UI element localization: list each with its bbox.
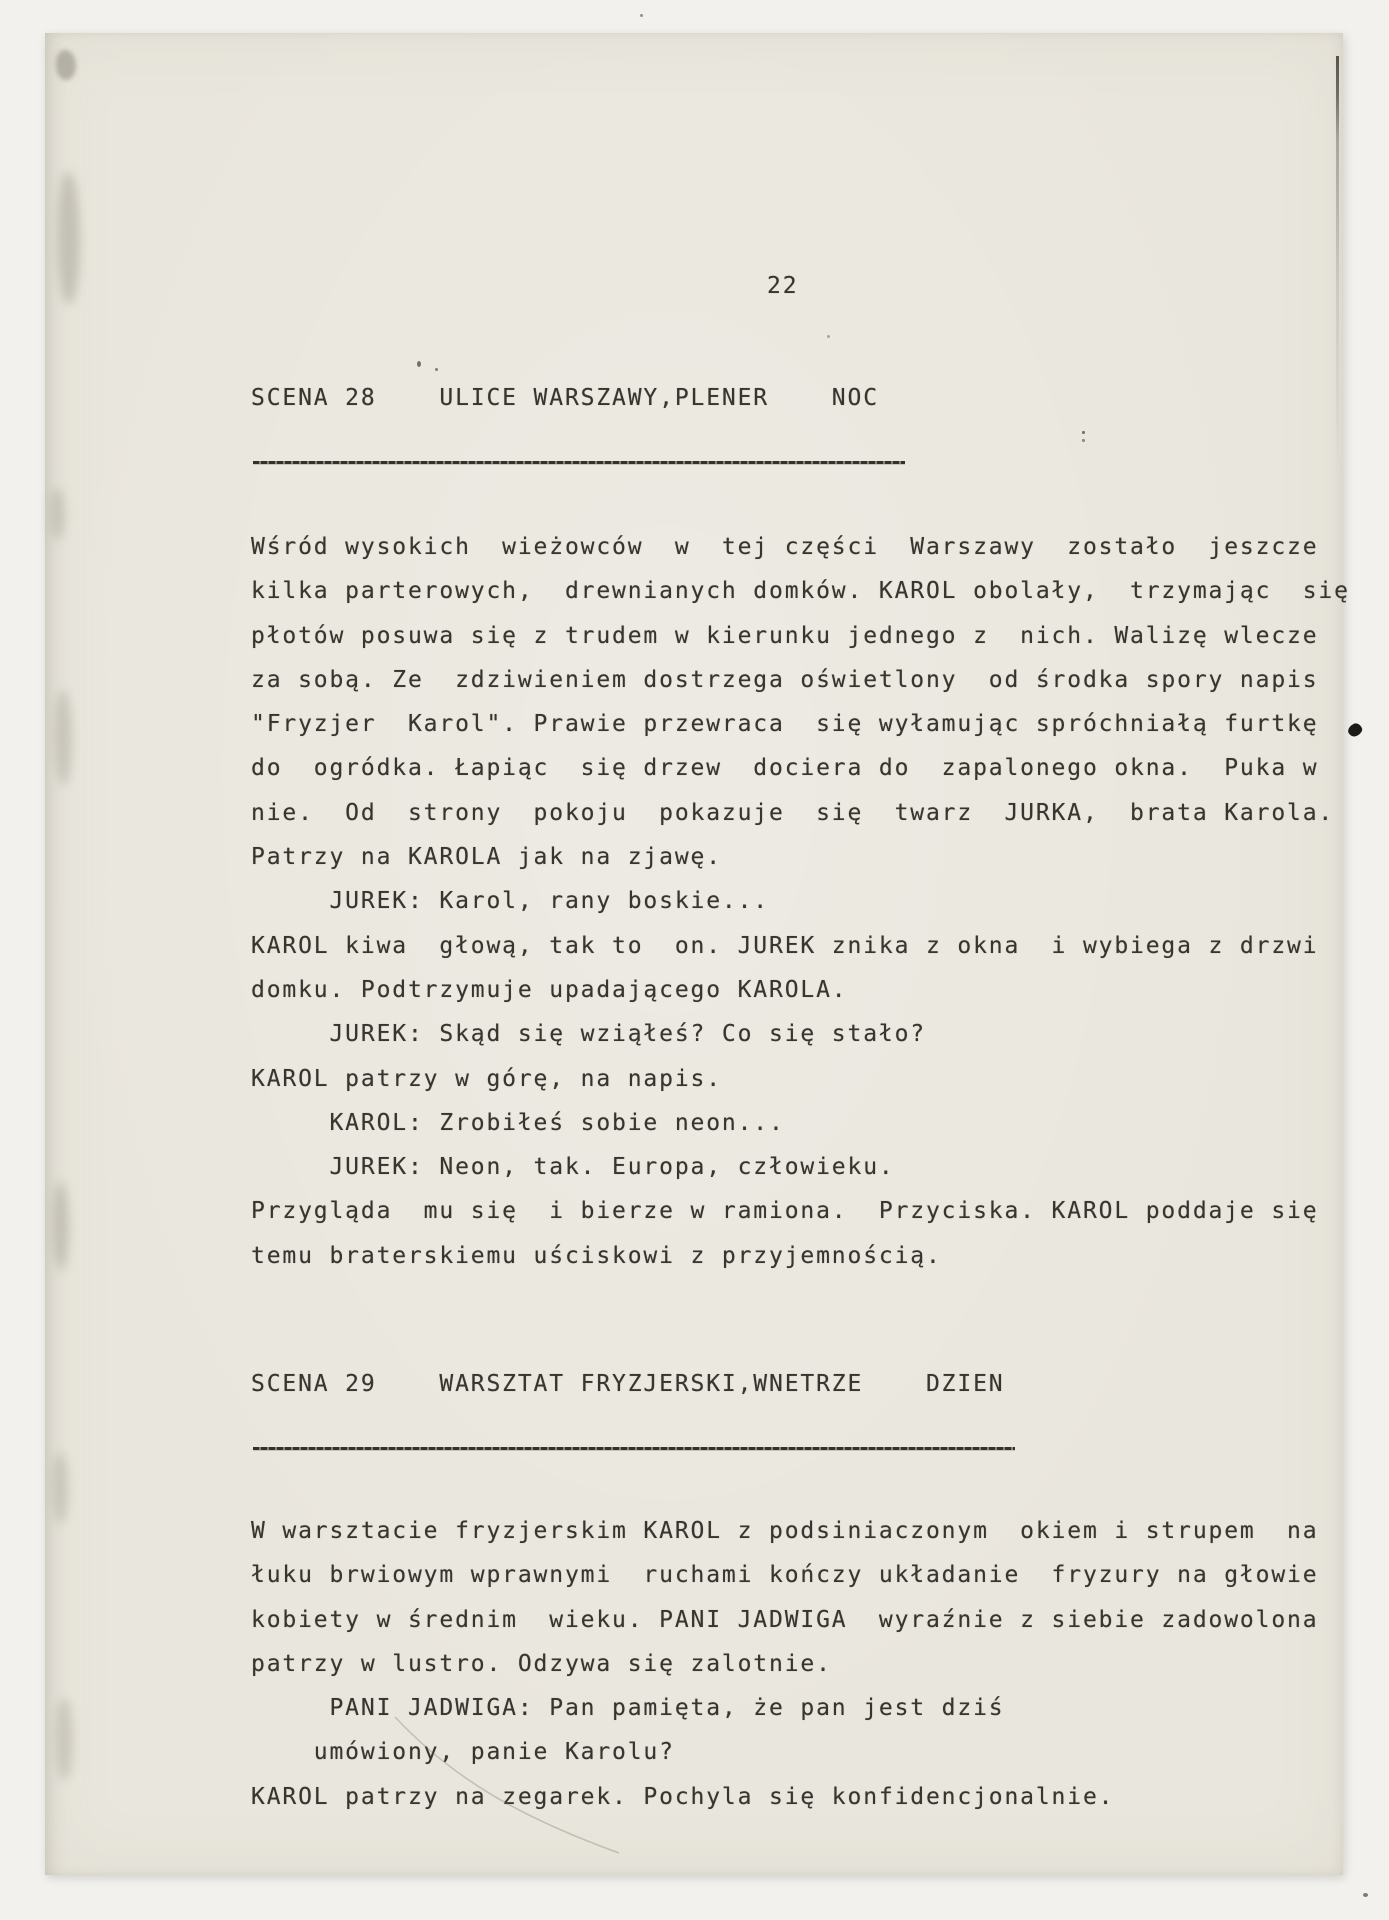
script-line: KAROL kiwa głową, tak to on. JUREK znika z okna i wybiega z drzwi — [251, 932, 1319, 959]
script-line: za sobą. Ze zdziwieniem dostrzega oświetlony od środka spory napis — [251, 666, 1319, 693]
script-line: łuku brwiowym wprawnymi ruchami kończy układanie fryzury na głowie — [251, 1562, 1319, 1589]
scan-smudge — [53, 1452, 68, 1524]
scan-smudge — [55, 690, 72, 785]
paper-speck — [827, 335, 830, 338]
script-line: Przygląda mu się i bierze w ramiona. Przyciska. KAROL poddaje się — [251, 1198, 1319, 1225]
scene-28-heading: SCENA 28 ULICE WARSZAWY,PLENER NOC — [251, 385, 879, 411]
scan-smudge — [53, 1182, 69, 1270]
script-line: W warsztacie fryzjerskim KAROL z podsiniaczonym okiem i strupem na — [251, 1518, 1319, 1544]
page-number: 22 — [767, 273, 799, 299]
script-line: PANI JADWIGA: Pan pamięta, że pan jest dziś — [251, 1695, 1005, 1722]
script-line: nie. Od strony pokoju pokazuje się twarz JURKA, brata Karola. — [251, 799, 1335, 826]
script-line: JUREK: Skąd się wziąłeś? Co się stało? — [251, 1021, 926, 1048]
scene-29-heading: SCENA 29 WARSZTAT FRYZJERSKI,WNETRZE DZIEN — [251, 1371, 1005, 1397]
script-line: patrzy w lustro. Odzywa się zalotnie. — [251, 1650, 832, 1677]
right-edge-scan-line — [1336, 56, 1339, 476]
script-line: domku. Podtrzymuje upadającego KAROLA. — [251, 976, 848, 1003]
script-line: płotów posuwa się z trudem w kierunku jednego z nich. Walizę wlecze — [251, 622, 1319, 649]
script-line: KAROL: Zrobiłeś sobie neon... — [251, 1109, 785, 1136]
script-line: JUREK: Karol, rany boskie... — [251, 888, 770, 915]
scene-29-underline — [253, 1447, 1015, 1450]
script-line: KAROL patrzy w górę, na napis. — [251, 1065, 722, 1092]
paper-speck — [1082, 431, 1085, 434]
script-line: umówiony, panie Karolu? — [251, 1739, 675, 1766]
script-line: Wśród wysokich wieżowców w tej części Warszawy zostało jeszcze — [251, 534, 1319, 560]
script-line: do ogródka. Łapiąc się drzew dociera do zapalonego okna. Puka w — [251, 755, 1319, 782]
script-line: Patrzy na KAROLA jak na zjawę. — [251, 844, 722, 871]
scan-smudge — [56, 50, 76, 80]
scan-smudge — [56, 1698, 73, 1780]
script-line: JUREK: Neon, tak. Europa, człowieku. — [251, 1154, 895, 1181]
scan-smudge — [50, 488, 65, 540]
paper-speck — [417, 361, 421, 367]
script-line: kilka parterowych, drewnianych domków. KAROL obolały, trzymając się — [251, 578, 1350, 605]
script-line: KAROL patrzy na zegarek. Pochyla się konfidencjonalnie. — [251, 1783, 1115, 1810]
background-speck — [640, 14, 643, 17]
script-line: kobiety w średnim wieku. PANI JADWIGA wyraźnie z siebie zadowolona — [251, 1606, 1319, 1633]
script-line: "Fryzjer Karol". Prawie przewraca się wyłamując spróchniałą furtkę — [251, 711, 1319, 738]
paper-speck — [435, 368, 438, 371]
paper-sheet — [45, 33, 1350, 1875]
paper-speck — [1363, 1893, 1368, 1897]
scene-28-underline — [253, 461, 905, 464]
paper-scratch — [375, 1701, 635, 1871]
scan-smudge — [58, 172, 80, 304]
script-line: temu braterskiemu uściskowi z przyjemnością. — [251, 1242, 942, 1269]
scene-28-body — [251, 525, 1350, 1278]
